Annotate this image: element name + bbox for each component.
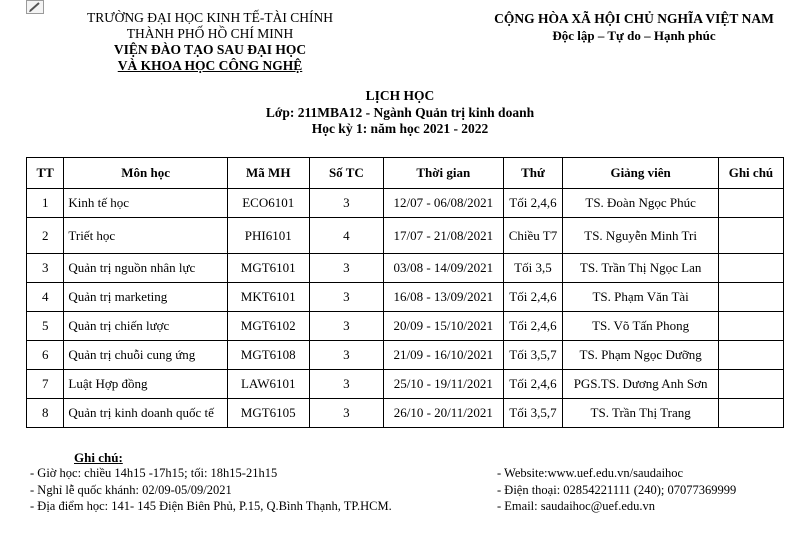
cell-credits: 3 (309, 312, 383, 341)
national-header (478, 10, 790, 44)
university-city: THÀNH PHỐ HỒ CHÍ MINH (126, 26, 294, 41)
notes-left (30, 465, 392, 515)
cell-time: 25/10 - 19/11/2021 (384, 370, 503, 399)
cell-day: Tối 2,4,6 (503, 370, 563, 399)
cell-note (718, 399, 783, 428)
cell-credits: 3 (309, 254, 383, 283)
note-location: - Địa điểm học: 141- 145 Điện Biên Phủ, P.15, Q.Bình Thạnh, TP.HCM. (30, 499, 392, 513)
cell-tt: 2 (27, 218, 64, 254)
cell-time: 03/08 - 14/09/2021 (384, 254, 503, 283)
cell-subject: Quản trị chiến lược (64, 312, 227, 341)
cell-code: MGT6108 (227, 341, 309, 370)
cell-time: 20/09 - 15/10/2021 (384, 312, 503, 341)
note-website: - Website:www.uef.edu.vn/saudaihoc (497, 466, 684, 480)
cell-credits: 3 (309, 283, 383, 312)
cell-subject: Luật Hợp đồng (64, 370, 227, 399)
class-line: Lớp: 211MBA12 - Ngành Quản trị kinh doanh (265, 104, 535, 120)
university-name: TRƯỜNG ĐẠI HỌC KINH TẾ-TÀI CHÍNH (86, 10, 334, 25)
cell-code: PHI6101 (227, 218, 309, 254)
cell-lecturer: TS. Nguyễn Minh Tri (563, 218, 719, 254)
note-email: - Email: saudaihoc@uef.edu.vn (497, 499, 655, 513)
cell-note (718, 283, 783, 312)
col-header-tt: TT (27, 158, 64, 189)
cell-day: Tối 2,4,6 (503, 283, 563, 312)
cell-day: Tối 2,4,6 (503, 312, 563, 341)
cell-subject: Quản trị marketing (64, 283, 227, 312)
table-row (27, 370, 784, 399)
national-motto: Độc lập – Tự do – Hạnh phúc (552, 28, 716, 43)
cell-day: Tối 3,5 (503, 254, 563, 283)
cell-subject: Kinh tế học (64, 189, 227, 218)
col-header-time: Thời gian (384, 158, 503, 189)
cell-lecturer: TS. Trần Thị Ngọc Lan (563, 254, 719, 283)
cell-tt: 4 (27, 283, 64, 312)
cell-subject: Triết học (64, 218, 227, 254)
cell-note (718, 218, 783, 254)
table-header-row (27, 158, 784, 189)
note-holiday: - Nghỉ lễ quốc khánh: 02/09-05/09/2021 (30, 482, 232, 497)
cell-lecturer: PGS.TS. Dương Anh Sơn (563, 370, 719, 399)
cell-tt: 8 (27, 399, 64, 428)
cell-subject: Quản trị nguồn nhân lực (64, 254, 227, 283)
col-header-credits: Số TC (309, 158, 383, 189)
cell-credits: 3 (309, 370, 383, 399)
institute-subtitle: VÀ KHOA HỌC CÔNG NGHỆ (117, 58, 303, 73)
cell-note (718, 189, 783, 218)
country-name: CỘNG HÒA XÃ HỘI CHỦ NGHĨA VIỆT NAM (494, 11, 774, 26)
cell-time: 16/08 - 13/09/2021 (384, 283, 503, 312)
cell-lecturer: TS. Phạm Ngọc Dưỡng (563, 341, 719, 370)
table-row (27, 254, 784, 283)
cell-lecturer: TS. Đoàn Ngọc Phúc (563, 189, 719, 218)
cell-note (718, 312, 783, 341)
col-header-note: Ghi chú (718, 158, 783, 189)
institution-header (60, 10, 360, 74)
note-class-hours: - Giờ học: chiều 14h15 -17h15; tối: 18h15-21h15 (30, 466, 278, 480)
table-row (27, 283, 784, 312)
cell-credits: 4 (309, 218, 383, 254)
cell-day: Tối 3,5,7 (503, 341, 563, 370)
cell-lecturer: TS. Võ Tấn Phong (563, 312, 719, 341)
cell-note (718, 341, 783, 370)
cell-time: 12/07 - 06/08/2021 (384, 189, 503, 218)
cell-note (718, 254, 783, 283)
cell-credits: 3 (309, 189, 383, 218)
cell-code: MGT6105 (227, 399, 309, 428)
col-header-lecturer: Giảng viên (563, 158, 719, 189)
cell-day: Tối 3,5,7 (503, 399, 563, 428)
table-row (27, 341, 784, 370)
cell-time: 21/09 - 16/10/2021 (384, 341, 503, 370)
cell-code: MKT6101 (227, 283, 309, 312)
cell-subject: Quản trị chuỗi cung ứng (64, 341, 227, 370)
table-row (27, 312, 784, 341)
cell-code: ECO6101 (227, 189, 309, 218)
table-row (27, 399, 784, 428)
notes-title-text: Ghi chú (74, 450, 119, 465)
table-row (27, 189, 784, 218)
col-header-code: Mã MH (227, 158, 309, 189)
cell-tt: 7 (27, 370, 64, 399)
cell-code: MGT6101 (227, 254, 309, 283)
cell-code: LAW6101 (227, 370, 309, 399)
notes-right (497, 465, 736, 515)
cell-note (718, 370, 783, 399)
schedule-title-block (0, 88, 800, 138)
pen-icon (26, 0, 44, 14)
cell-tt: 5 (27, 312, 64, 341)
term-line: Học kỳ 1: năm học 2021 - 2022 (311, 121, 489, 136)
page-title: LỊCH HỌC (365, 88, 435, 103)
notes-title: Ghi chú: (74, 450, 123, 465)
cell-lecturer: TS. Trần Thị Trang (563, 399, 719, 428)
table-row (27, 218, 784, 254)
col-header-day: Thứ (503, 158, 563, 189)
schedule-table (26, 157, 784, 428)
cell-credits: 3 (309, 399, 383, 428)
col-header-subject: Môn học (64, 158, 227, 189)
cell-subject: Quản trị kinh doanh quốc tế (64, 399, 227, 428)
cell-credits: 3 (309, 341, 383, 370)
cell-tt: 1 (27, 189, 64, 218)
cell-time: 26/10 - 20/11/2021 (384, 399, 503, 428)
cell-tt: 6 (27, 341, 64, 370)
cell-time: 17/07 - 21/08/2021 (384, 218, 503, 254)
cell-code: MGT6102 (227, 312, 309, 341)
cell-day: Chiều T7 (503, 218, 563, 254)
cell-lecturer: TS. Phạm Văn Tài (563, 283, 719, 312)
cell-tt: 3 (27, 254, 64, 283)
cell-day: Tối 2,4,6 (503, 189, 563, 218)
note-phone: - Điện thoại: 02854221111 (240); 07077369999 (497, 482, 737, 497)
institute-name: VIỆN ĐÀO TẠO SAU ĐẠI HỌC (113, 42, 307, 57)
